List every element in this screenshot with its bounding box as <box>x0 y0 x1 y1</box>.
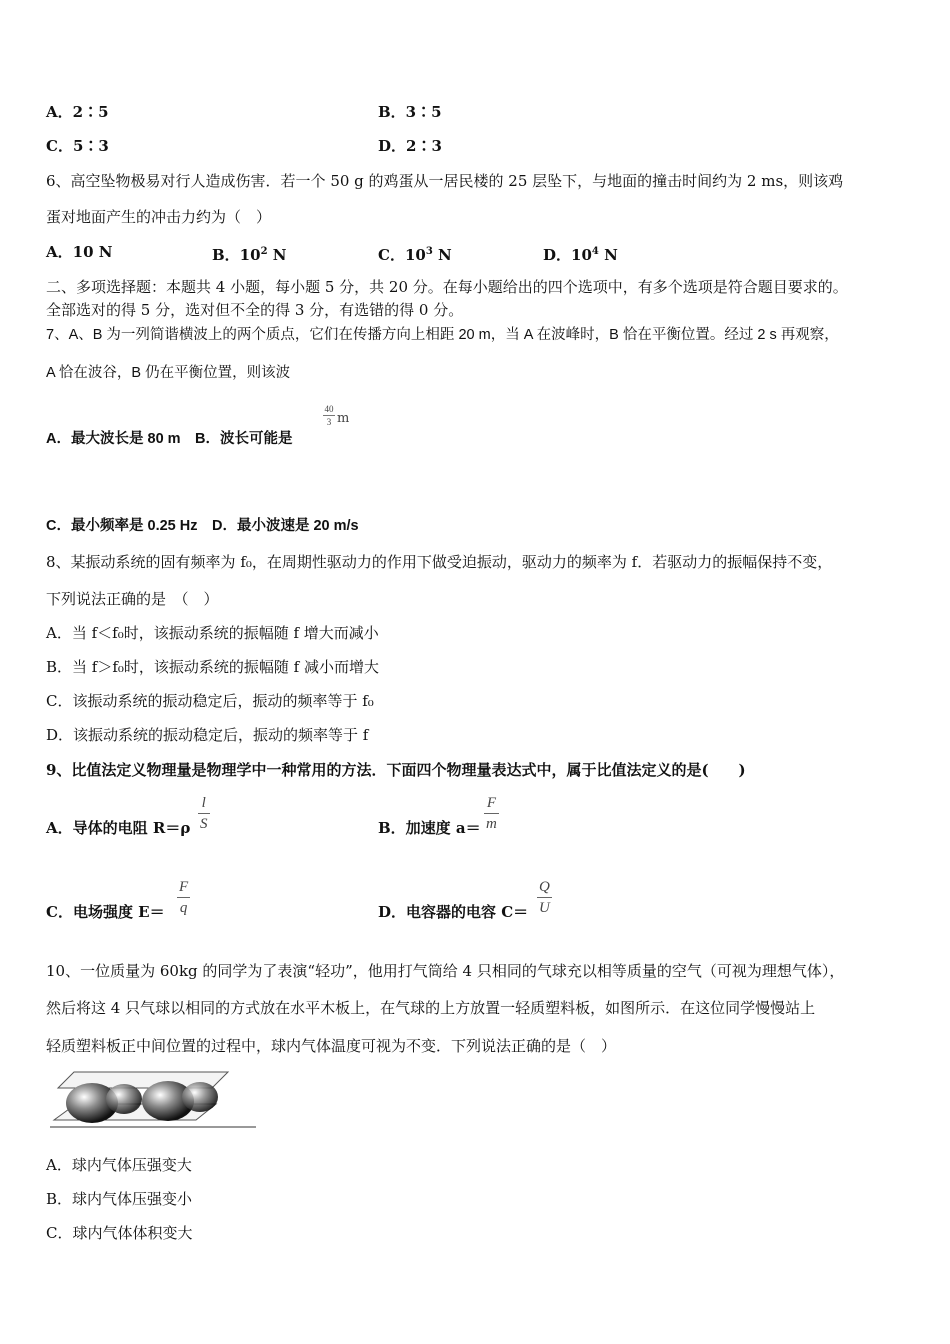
q9-option-b-fraction: F m <box>486 795 497 832</box>
q7-wavelength-unit: m <box>337 411 350 426</box>
q10-stem-line1: 10、一位质量为 60kg 的同学为了表演“轻功”，他用打气筒给 4 只相同的气球充以相等质量的空气（可视为理想气体）， <box>46 962 845 980</box>
q5-option-a: A．2∶5 <box>46 103 109 121</box>
q10-option-b: B．球内气体压强变小 <box>46 1190 193 1208</box>
q6-option-d: D．$10^4$ N <box>543 246 618 264</box>
q10-stem-line2: 然后将这 4 只气球以相同的方式放在水平木板上，在气球的上方放置一轻质塑料板，如图所示．在这位同学慢慢站上 <box>46 999 816 1017</box>
balloons-board-figure <box>46 1066 261 1130</box>
q9-option-d: D．电容器的电容 C＝ <box>378 903 529 921</box>
q7-wavelength-fraction: 40 3 <box>324 404 334 427</box>
q7-options-cd: C．最小频率是 0.25 Hz D．最小波速是 20 m/s <box>46 518 359 534</box>
q8-option-a: A．当 f＜f₀时，该振动系统的振幅随 f 增大而减小 <box>46 624 379 642</box>
q8-stem-line2: 下列说法正确的是 （ ） <box>46 590 219 608</box>
q7-options-ab: A．最大波长是 80 m B．波长可能是 <box>46 431 293 447</box>
section2-line1: 二、多项选择题：本题共 4 小题，每小题 5 分，共 20 分。在每小题给出的四个选项中，有多个选项是符合题目要求的。 <box>46 278 848 296</box>
q9-option-b: B．加速度 a＝ <box>378 819 481 837</box>
q9-option-a-fraction: l S <box>200 795 208 832</box>
q6-stem-line2: 蛋对地面产生的冲击力约为（ ） <box>46 208 272 226</box>
balloon <box>182 1082 218 1112</box>
q6-option-c: C．$10^3$ N <box>378 246 452 264</box>
q9-option-c-fraction: F q <box>179 879 189 916</box>
balloon <box>106 1084 142 1114</box>
q9-option-a: A．导体的电阻 R＝ρ <box>46 819 191 837</box>
q5-option-c: C．5∶3 <box>46 137 109 155</box>
section2-line2: 全部选对的得 5 分，选对但不全的得 3 分，有选错的得 0 分。 <box>46 301 464 319</box>
q7-stem-line1: 7、A、B 为一列简谐横波上的两个质点，它们在传播方向上相距 20 m，当 A 在波峰时，B 恰在平衡位置。经过 2 s 再观察， <box>46 327 839 343</box>
q5-option-b: B．3∶5 <box>378 103 442 121</box>
q10-stem-line3: 轻质塑料板正中间位置的过程中，球内气体温度可视为不变．下列说法正确的是（ ） <box>46 1037 617 1055</box>
q5-option-d: D．2∶3 <box>378 137 442 155</box>
q10-option-a: A．球内气体压强变大 <box>46 1156 192 1174</box>
q6-option-b: B．$10^2$ N <box>212 246 287 264</box>
q8-option-c: C．该振动系统的振动稳定后，振动的频率等于 f₀ <box>46 692 374 710</box>
q9-option-d-fraction: Q U <box>539 879 550 916</box>
q10-option-c: C．球内气体体积变大 <box>46 1224 193 1242</box>
q8-option-d: D．该振动系统的振动稳定后，振动的频率等于 f <box>46 726 369 744</box>
q9-stem: 9、比值法定义物理量是物理学中一种常用的方法．下面四个物理量表达式中，属于比值法定义的是( ) <box>46 761 746 779</box>
q8-stem-line1: 8、某振动系统的固有频率为 f₀，在周期性驱动力的作用下做受迫振动，驱动力的频率为 f．若驱动力的振幅保持不变， <box>46 553 833 571</box>
q8-option-b: B．当 f＞f₀时，该振动系统的振幅随 f 减小而增大 <box>46 658 379 676</box>
q9-option-c: C．电场强度 E＝ <box>46 903 165 921</box>
q7-stem-line2: A 恰在波谷，B 仍在平衡位置，则该波 <box>46 365 291 381</box>
q6-option-a: A．10 N <box>46 243 113 261</box>
q6-stem-line1: 6、高空坠物极易对行人造成伤害．若一个 50 g 的鸡蛋从一居民楼的 25 层坠下，与地面的撞击时间约为 2 ms，则该鸡 <box>46 172 844 190</box>
